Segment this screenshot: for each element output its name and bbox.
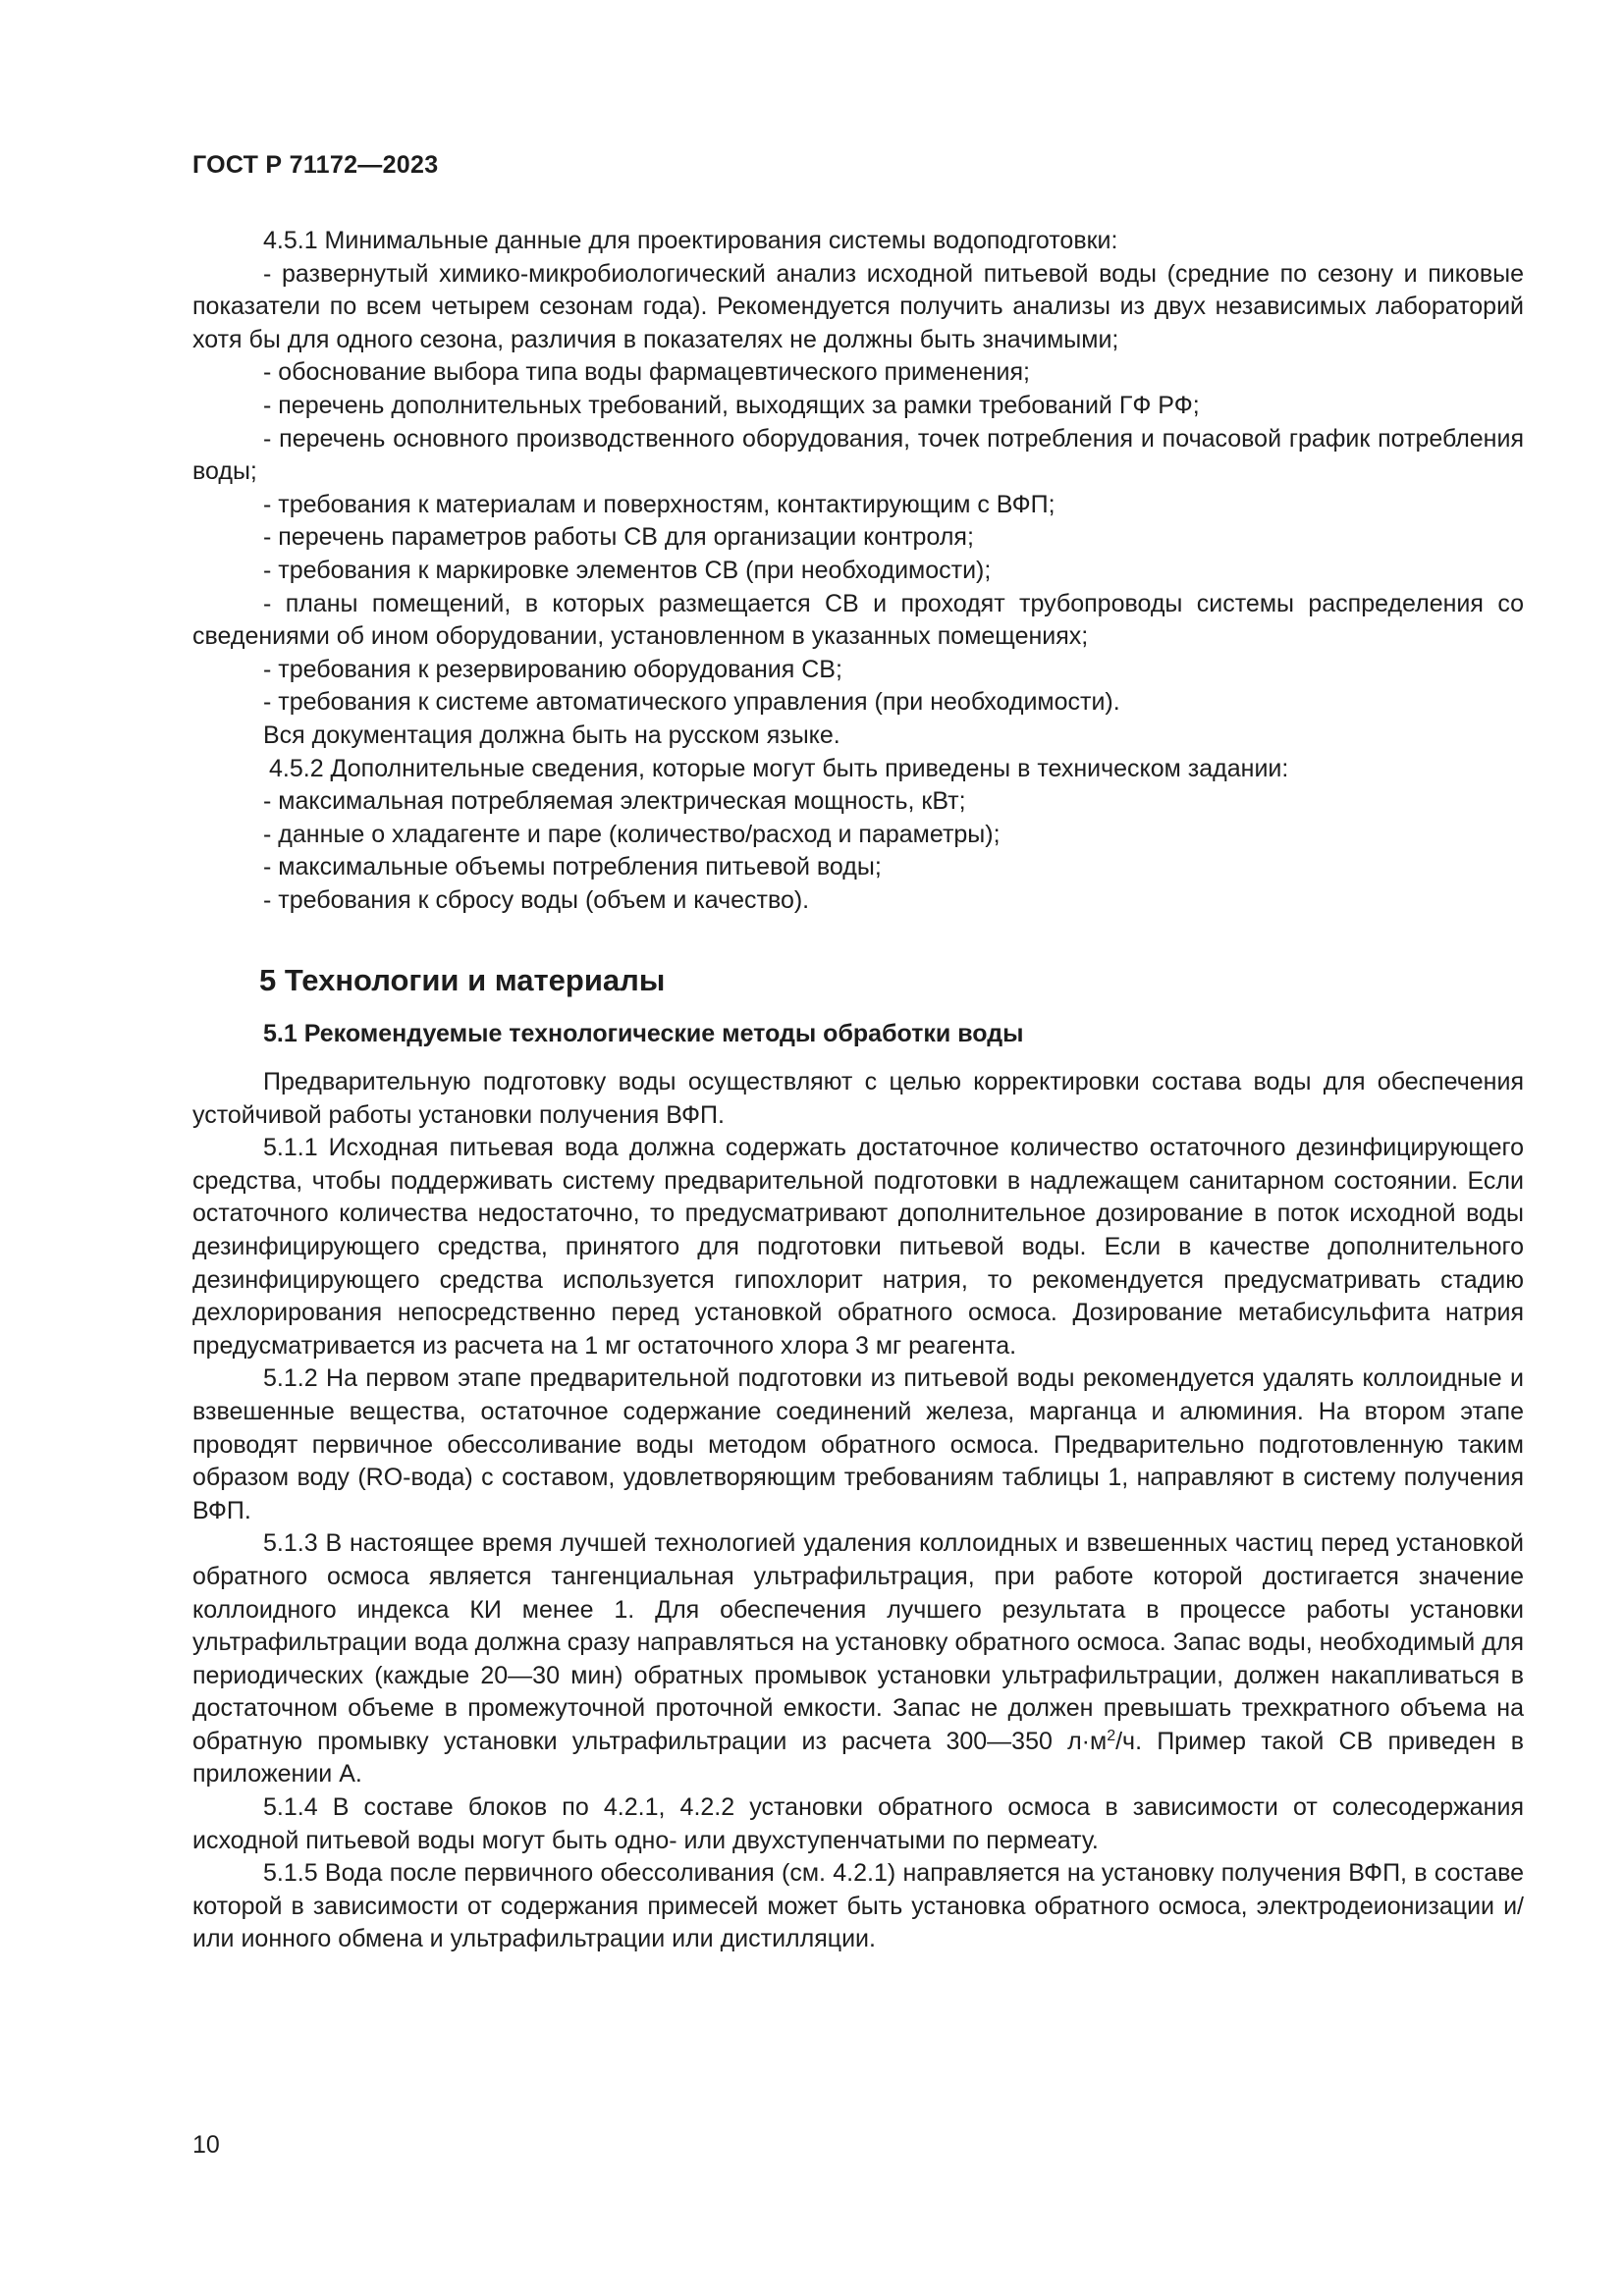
paragraph-pretreatment-intro: Предварительную подготовку воды осуществляют с целью корректировки состава воды для обеспечения устойчивой работы установки получения ВФП. bbox=[192, 1068, 1524, 1129]
paragraph-5-1-3-tail: /ч. Пример такой СВ приведен в приложении А. bbox=[192, 1727, 1524, 1789]
paragraph-4-5-1: 4.5.1 Минимальные данные для проектирования системы водоподготовки: bbox=[263, 227, 1118, 254]
section-4-5-text bbox=[192, 225, 1524, 917]
paragraph-5-1-1: 5.1.1 Исходная питьевая вода должна содержать достаточное количество остаточного дезинфицирующего средства, чтобы поддерживать систему предварительной подготовки в надлежащем санитарном состоянии. Если остаточного количества недостаточно, то предусматривают дополнительное дозирование в поток исходной воды дезинфицирующего средства, принятого для подготовки питьевой воды. Если в качестве дополнительного дезинфицирующего средства используется гипохлорит натрия, то рекомендуется предусматривать стадию дехлорирования непосредственно перед установкой обратного осмоса. Дозирование метабисульфита натрия предусматривается из расчета на 1 мг остаточного хлора 3 мг реагента. bbox=[192, 1134, 1524, 1360]
list-item: - данные о хладагенте и паре (количество/расход и параметры); bbox=[263, 820, 1001, 848]
subsection-5-1-heading: 5.1 Рекомендуемые технологические методы обработки воды bbox=[263, 1020, 1024, 1047]
document-code-header: ГОСТ Р 71172—2023 bbox=[192, 151, 439, 179]
paragraph-5-1-3 bbox=[192, 1527, 1524, 1791]
list-item: - требования к сбросу воды (объем и качество). bbox=[263, 885, 810, 914]
paragraph-5-1-3-main: 5.1.3 В настоящее время лучшей технологией удаления коллоидных и взвешенных частиц перед установкой обратного осмоса является тангенциальная ультрафильтрация, при работе которой достигается значение коллоидного индекса КИ менее 1. Для обеспечения лучшего результата в процессе работы установки ультрафильтрации вода должна сразу направляться на установку обратного осмоса. Запас воды, необходимый для периодических (каждые 20—30 мин) обратных промывок установки ультрафильтрации, должен накапливаться в достаточном объеме в промежуточной проточной емкости. Запас не должен превышать трехкратного объема на обратную промывку установки ультрафильтрации из расчета 300—350 л·м bbox=[192, 1529, 1524, 1755]
list-item: - обоснование выбора типа воды фармацевтического применения; bbox=[263, 358, 1031, 387]
paragraph-4-5-2: 4.5.2 Дополнительные сведения, которые могут быть приведены в техническом задании: bbox=[269, 754, 1289, 782]
list-item: - перечень дополнительных требований, выходящих за рамки требований ГФ РФ; bbox=[263, 391, 1200, 419]
list-item: - максимальная потребляемая электрическая мощность, кВт; bbox=[263, 787, 966, 816]
list-item: - требования к резервированию оборудования СВ; bbox=[263, 655, 842, 683]
list-item: - развернутый химико-микробиологический анализ исходной питьевой воды (средние по сезону и пиковые показатели по всем четырем сезонам года). Рекомендуется получить анализы из двух независимых лабораторий хотя бы для одного сезона, различия в показателях не должны быть значимыми; bbox=[192, 259, 1524, 353]
paragraph-5-1-5: 5.1.5 Вода после первичного обессоливания (см. 4.2.1) направляется на установку получения ВФП, в составе которой в зависимости от содержания примесей может быть установка обратного осмоса, электродеионизации и/или ионного обмена и ультрафильтрации или дистилляции. bbox=[192, 1859, 1524, 1953]
superscript-exponent: 2 bbox=[1107, 1727, 1116, 1744]
list-item: - требования к системе автоматического управления (при необходимости). bbox=[263, 688, 1120, 717]
paragraph-5-1-4: 5.1.4 В составе блоков по 4.2.1, 4.2.2 установки обратного осмоса в зависимости от солесодержания исходной питьевой воды могут быть одно- или двухступенчатыми по пермеату. bbox=[192, 1793, 1524, 1854]
list-item: - перечень основного производственного оборудования, точек потребления и почасовой график потребления воды; bbox=[192, 424, 1524, 486]
list-item: - требования к материалам и поверхностям, контактирующим с ВФП; bbox=[263, 490, 1056, 518]
paragraph-documentation-language: Вся документация должна быть на русском языке. bbox=[263, 721, 840, 749]
list-item: - планы помещений, в которых размещается СВ и проходят трубопроводы системы распределения со сведениями об ином оборудовании, установленном в указанных помещениях; bbox=[192, 589, 1524, 651]
list-item: - перечень параметров работы СВ для организации контроля; bbox=[263, 523, 974, 552]
list-item: - максимальные объемы потребления питьевой воды; bbox=[263, 853, 882, 881]
list-item: - требования к маркировке элементов СВ (при необходимости); bbox=[263, 556, 992, 584]
page-number: 10 bbox=[192, 2131, 220, 2159]
paragraph-5-1-2: 5.1.2 На первом этапе предварительной подготовки из питьевой воды рекомендуется удалять коллоидные и взвешенные вещества, остаточное содержание соединений железа, марганца и алюминия. На втором этапе проводят первичное обессоливание воды методом обратного осмоса. Предварительно подготовленную таким образом воду (RO-вода) с составом, удовлетворяющим требованиям таблицы 1, направляют в систему получения ВФП. bbox=[192, 1364, 1524, 1524]
section-5-heading: 5 Технологии и материалы bbox=[259, 963, 666, 997]
section-5-1-text bbox=[192, 1066, 1524, 1956]
